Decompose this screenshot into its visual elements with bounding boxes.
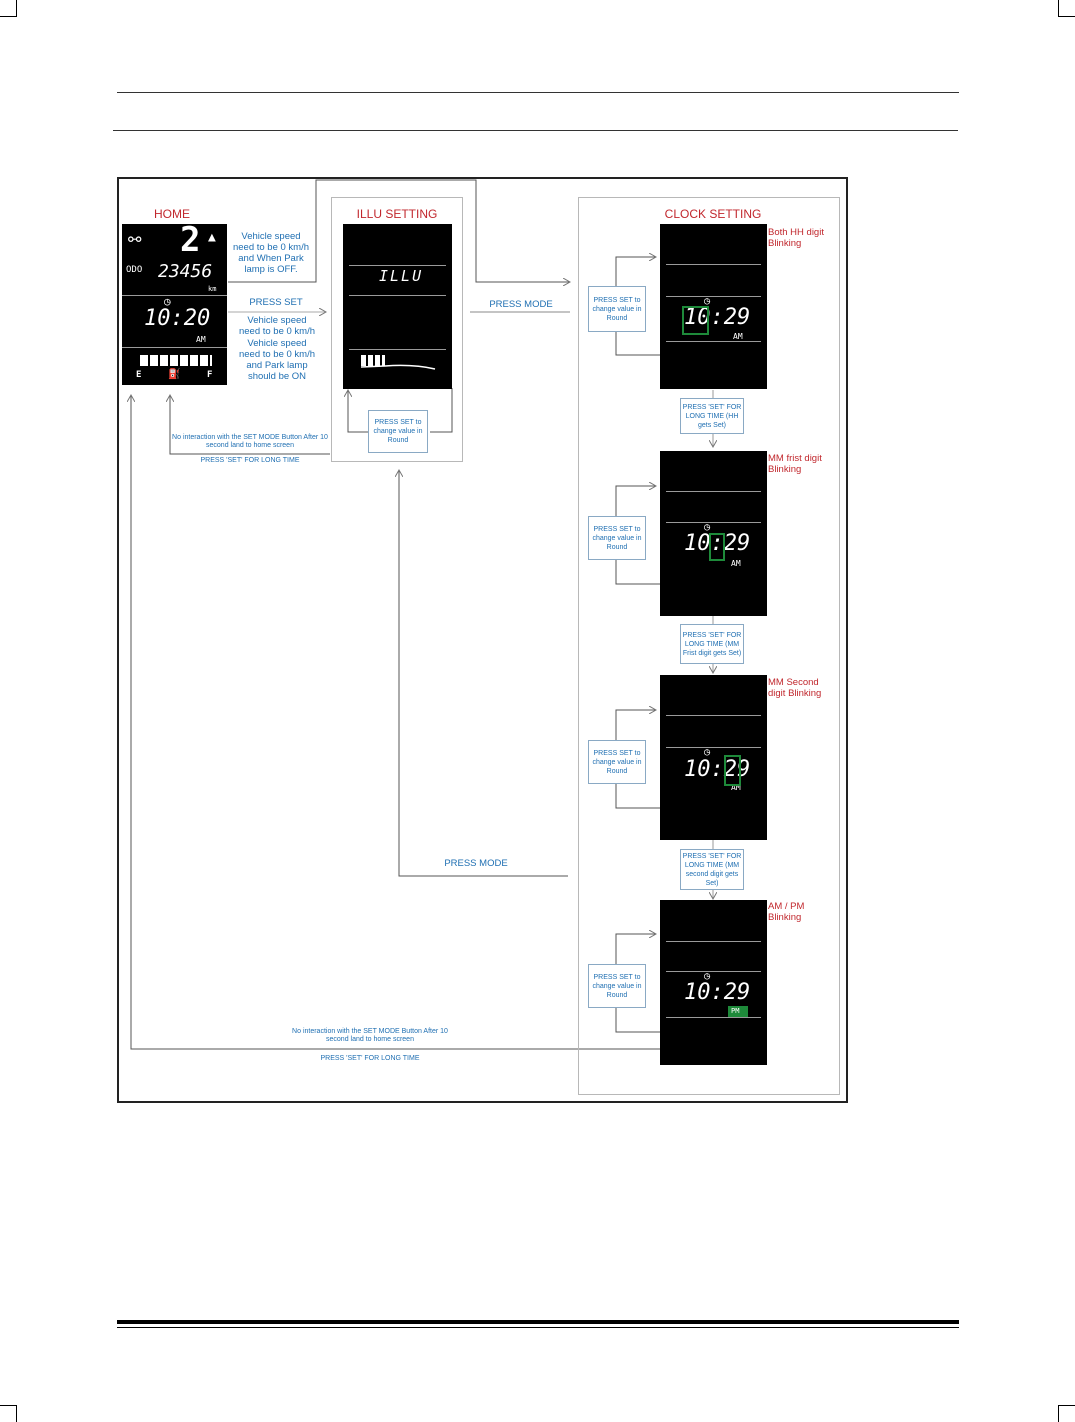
- illu-level-curve: [343, 224, 452, 389]
- home-lcd-screen: [122, 220, 227, 385]
- clock-step-2-screen: [660, 451, 767, 616]
- clock-transition-2-box: PRESS 'SET' FOR LONG TIME (MM Frist digit gets Set): [680, 624, 744, 664]
- clock-step-3-label: MM Second digit Blinking: [768, 677, 822, 699]
- clock-transition-3-box: PRESS 'SET' FOR LONG TIME (MM second digit gets Set): [680, 849, 744, 890]
- clock-step-1-time: 10:29: [684, 305, 751, 330]
- illu-title: ILLU SETTING: [356, 207, 438, 221]
- clock-step-1-ampm: AM: [733, 332, 743, 341]
- clock-step-2-time: 10:29: [684, 531, 751, 556]
- clock-step-4-time: 10:29: [684, 980, 751, 1005]
- illu-press-mode-label: PRESS MODE: [489, 299, 553, 310]
- condition-park-on: Vehicle speed need to be 0 km/h and Park lamp should be ON: [238, 338, 316, 382]
- clock-step-1-screen: [660, 224, 767, 389]
- clock-title: CLOCK SETTING: [664, 207, 762, 221]
- clock-step-2-label: MM frist digit Blinking: [768, 453, 822, 475]
- clock-timeout-note: No interaction with the SET MODE Button After 10 second land to home screen: [292, 1028, 448, 1043]
- clock-icon: ◷: [704, 747, 711, 758]
- odo-value: 23456: [158, 261, 213, 282]
- clock-step-3-time: 10:29: [684, 757, 751, 782]
- clock-step-4-set-box: PRESS SET to change value in Round: [588, 964, 646, 1008]
- clock-step-3-screen: [660, 675, 767, 840]
- illu-display-text: ILLU: [379, 267, 424, 285]
- clock-icon: ◷: [704, 296, 711, 307]
- home-title: HOME: [154, 207, 190, 221]
- home-time: 10:20: [144, 306, 211, 331]
- condition-park-off: Vehicle speed need to be 0 km/h and When Park lamp is OFF.: [232, 231, 310, 275]
- clock-step-2-ampm: AM: [731, 559, 741, 568]
- odo-unit: km: [208, 285, 217, 293]
- clock-step-4-ampm: PM: [731, 1007, 740, 1015]
- gear-indicator: 2: [180, 220, 201, 260]
- fuel-full-label: F: [207, 370, 213, 380]
- clock-step-4-screen: [660, 900, 767, 1065]
- clock-step-2-set-box: PRESS SET to change value in Round: [588, 516, 646, 560]
- illu-timeout-note: No interaction with the SET MODE Button After 10 second land to home screen: [172, 434, 328, 449]
- fuel-pump-icon: ⛽: [168, 369, 181, 380]
- condition-speed: Vehicle speed need to be 0 km/h: [238, 315, 316, 337]
- home-ampm: AM: [196, 335, 206, 344]
- mm-second-blink-highlight: [724, 755, 741, 786]
- illu-press-set-box: PRESS SET to change value in Round: [368, 410, 428, 453]
- mm-first-blink-highlight: [709, 533, 725, 561]
- clock-step-3-ampm: AM: [731, 783, 741, 792]
- clock-step-3-set-box: PRESS SET to change value in Round: [588, 740, 646, 784]
- fuel-gauge-bar: [140, 355, 212, 366]
- clock-press-mode-label: PRESS MODE: [444, 858, 508, 869]
- clock-icon: ◷: [704, 522, 711, 533]
- hh-blink-highlight: [682, 306, 709, 335]
- illu-lcd-screen: [343, 224, 452, 389]
- clock-step-1-set-box: PRESS SET to change value in Round: [588, 286, 646, 332]
- clock-long-press-label: PRESS 'SET' FOR LONG TIME: [320, 1055, 420, 1062]
- door-icon: ⚯: [128, 230, 142, 249]
- clock-transition-1-box: PRESS 'SET' FOR LONG TIME (HH gets Set): [680, 398, 744, 434]
- shift-up-icon: ▲: [208, 230, 216, 245]
- clock-icon: ◷: [164, 295, 171, 308]
- clock-icon: ◷: [704, 971, 711, 982]
- clock-step-1-label: Both HH digit Blinking: [768, 227, 824, 249]
- clock-step-4-label: AM / PM Blinking: [768, 901, 805, 923]
- illu-long-press-label: PRESS 'SET' FOR LONG TIME: [200, 457, 300, 464]
- press-set-label: PRESS SET: [249, 297, 303, 308]
- odo-label: ODO: [126, 265, 143, 275]
- fuel-empty-label: E: [136, 370, 142, 380]
